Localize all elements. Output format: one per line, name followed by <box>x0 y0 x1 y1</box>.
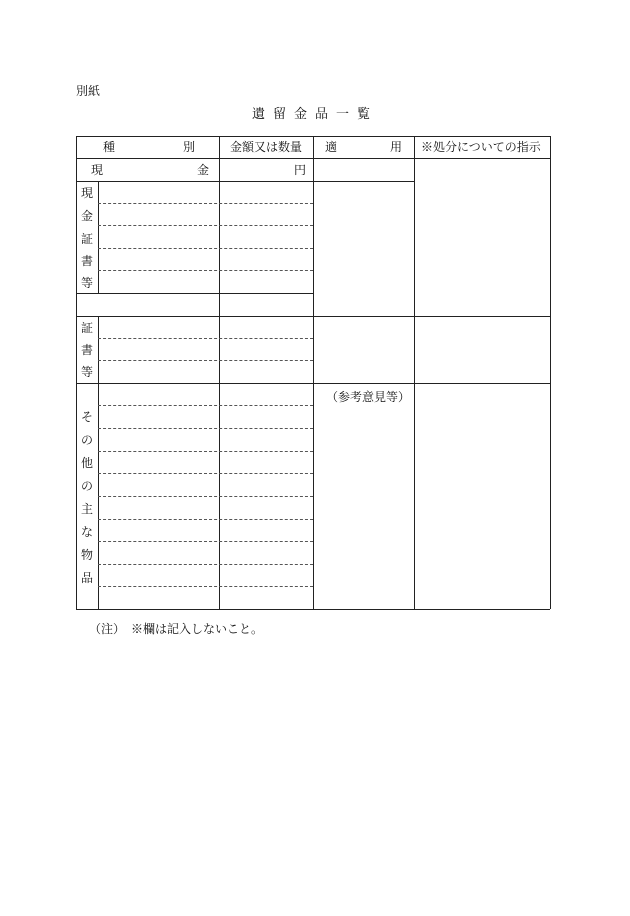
row-divider <box>98 541 313 542</box>
row-divider <box>98 360 313 361</box>
other-items-label-char: そ <box>80 410 93 424</box>
reference-note: （参考意見等） <box>326 390 411 404</box>
header-kind-right: 別 <box>183 140 196 154</box>
document-title: 遺留金品一覧 <box>251 107 378 122</box>
amount-column-left-border <box>219 136 220 609</box>
document-label: 別紙 <box>76 84 101 98</box>
cash-label-left: 現 <box>91 163 104 177</box>
row-divider <box>98 451 313 452</box>
row-divider <box>98 225 313 226</box>
certificates-label-char: 等 <box>80 365 93 379</box>
apply-column-left-border <box>313 136 314 609</box>
row-divider <box>98 496 313 497</box>
other-items-label-char: の <box>80 479 93 493</box>
other-items-label-char: の <box>80 433 93 447</box>
row-divider <box>98 270 313 271</box>
row-divider <box>98 519 313 520</box>
cash-row-bottom-border <box>76 181 414 182</box>
certificates-inner-border <box>98 316 99 383</box>
row-divider <box>98 338 313 339</box>
securities-cash-label-char: 証 <box>80 232 93 246</box>
securities-cash-bottom-border <box>76 293 313 294</box>
securities-cash-label-char: 書 <box>80 254 93 268</box>
row-divider <box>98 248 313 249</box>
row-divider <box>98 428 313 429</box>
row-divider <box>98 203 313 204</box>
row-divider <box>98 564 313 565</box>
other-items-label-char: 品 <box>80 571 93 585</box>
certificates-label-char: 書 <box>80 343 93 357</box>
row-divider <box>98 405 313 406</box>
cash-label-right: 金 <box>197 163 210 177</box>
footnote: （注） ※欄は記入しないこと。 <box>89 622 264 636</box>
row-divider <box>98 586 313 587</box>
header-apply-right: 用 <box>390 140 403 154</box>
securities-cash-label-char: 等 <box>80 276 93 290</box>
header-amount: 金額又は数量 <box>230 140 303 154</box>
header-instruction: ※処分についての指示 <box>421 140 541 154</box>
header-apply-left: 適 <box>325 140 338 154</box>
other-items-label-char: 他 <box>80 456 93 470</box>
table-bottom-border <box>76 609 550 610</box>
instruction-column-left-border <box>414 136 415 609</box>
other-items-label-char: 主 <box>80 502 93 516</box>
other-items-label-char: な <box>80 525 93 539</box>
table-right-border <box>550 136 551 609</box>
header-kind-left: 種 <box>103 140 116 154</box>
certificates-label-char: 証 <box>80 321 93 335</box>
securities-cash-inner-border <box>98 181 99 293</box>
other-items-label-char: 物 <box>80 548 93 562</box>
securities-cash-label-char: 金 <box>80 209 93 223</box>
securities-cash-label-char: 現 <box>80 186 93 200</box>
row-divider <box>98 473 313 474</box>
cash-unit: 円 <box>294 163 307 177</box>
